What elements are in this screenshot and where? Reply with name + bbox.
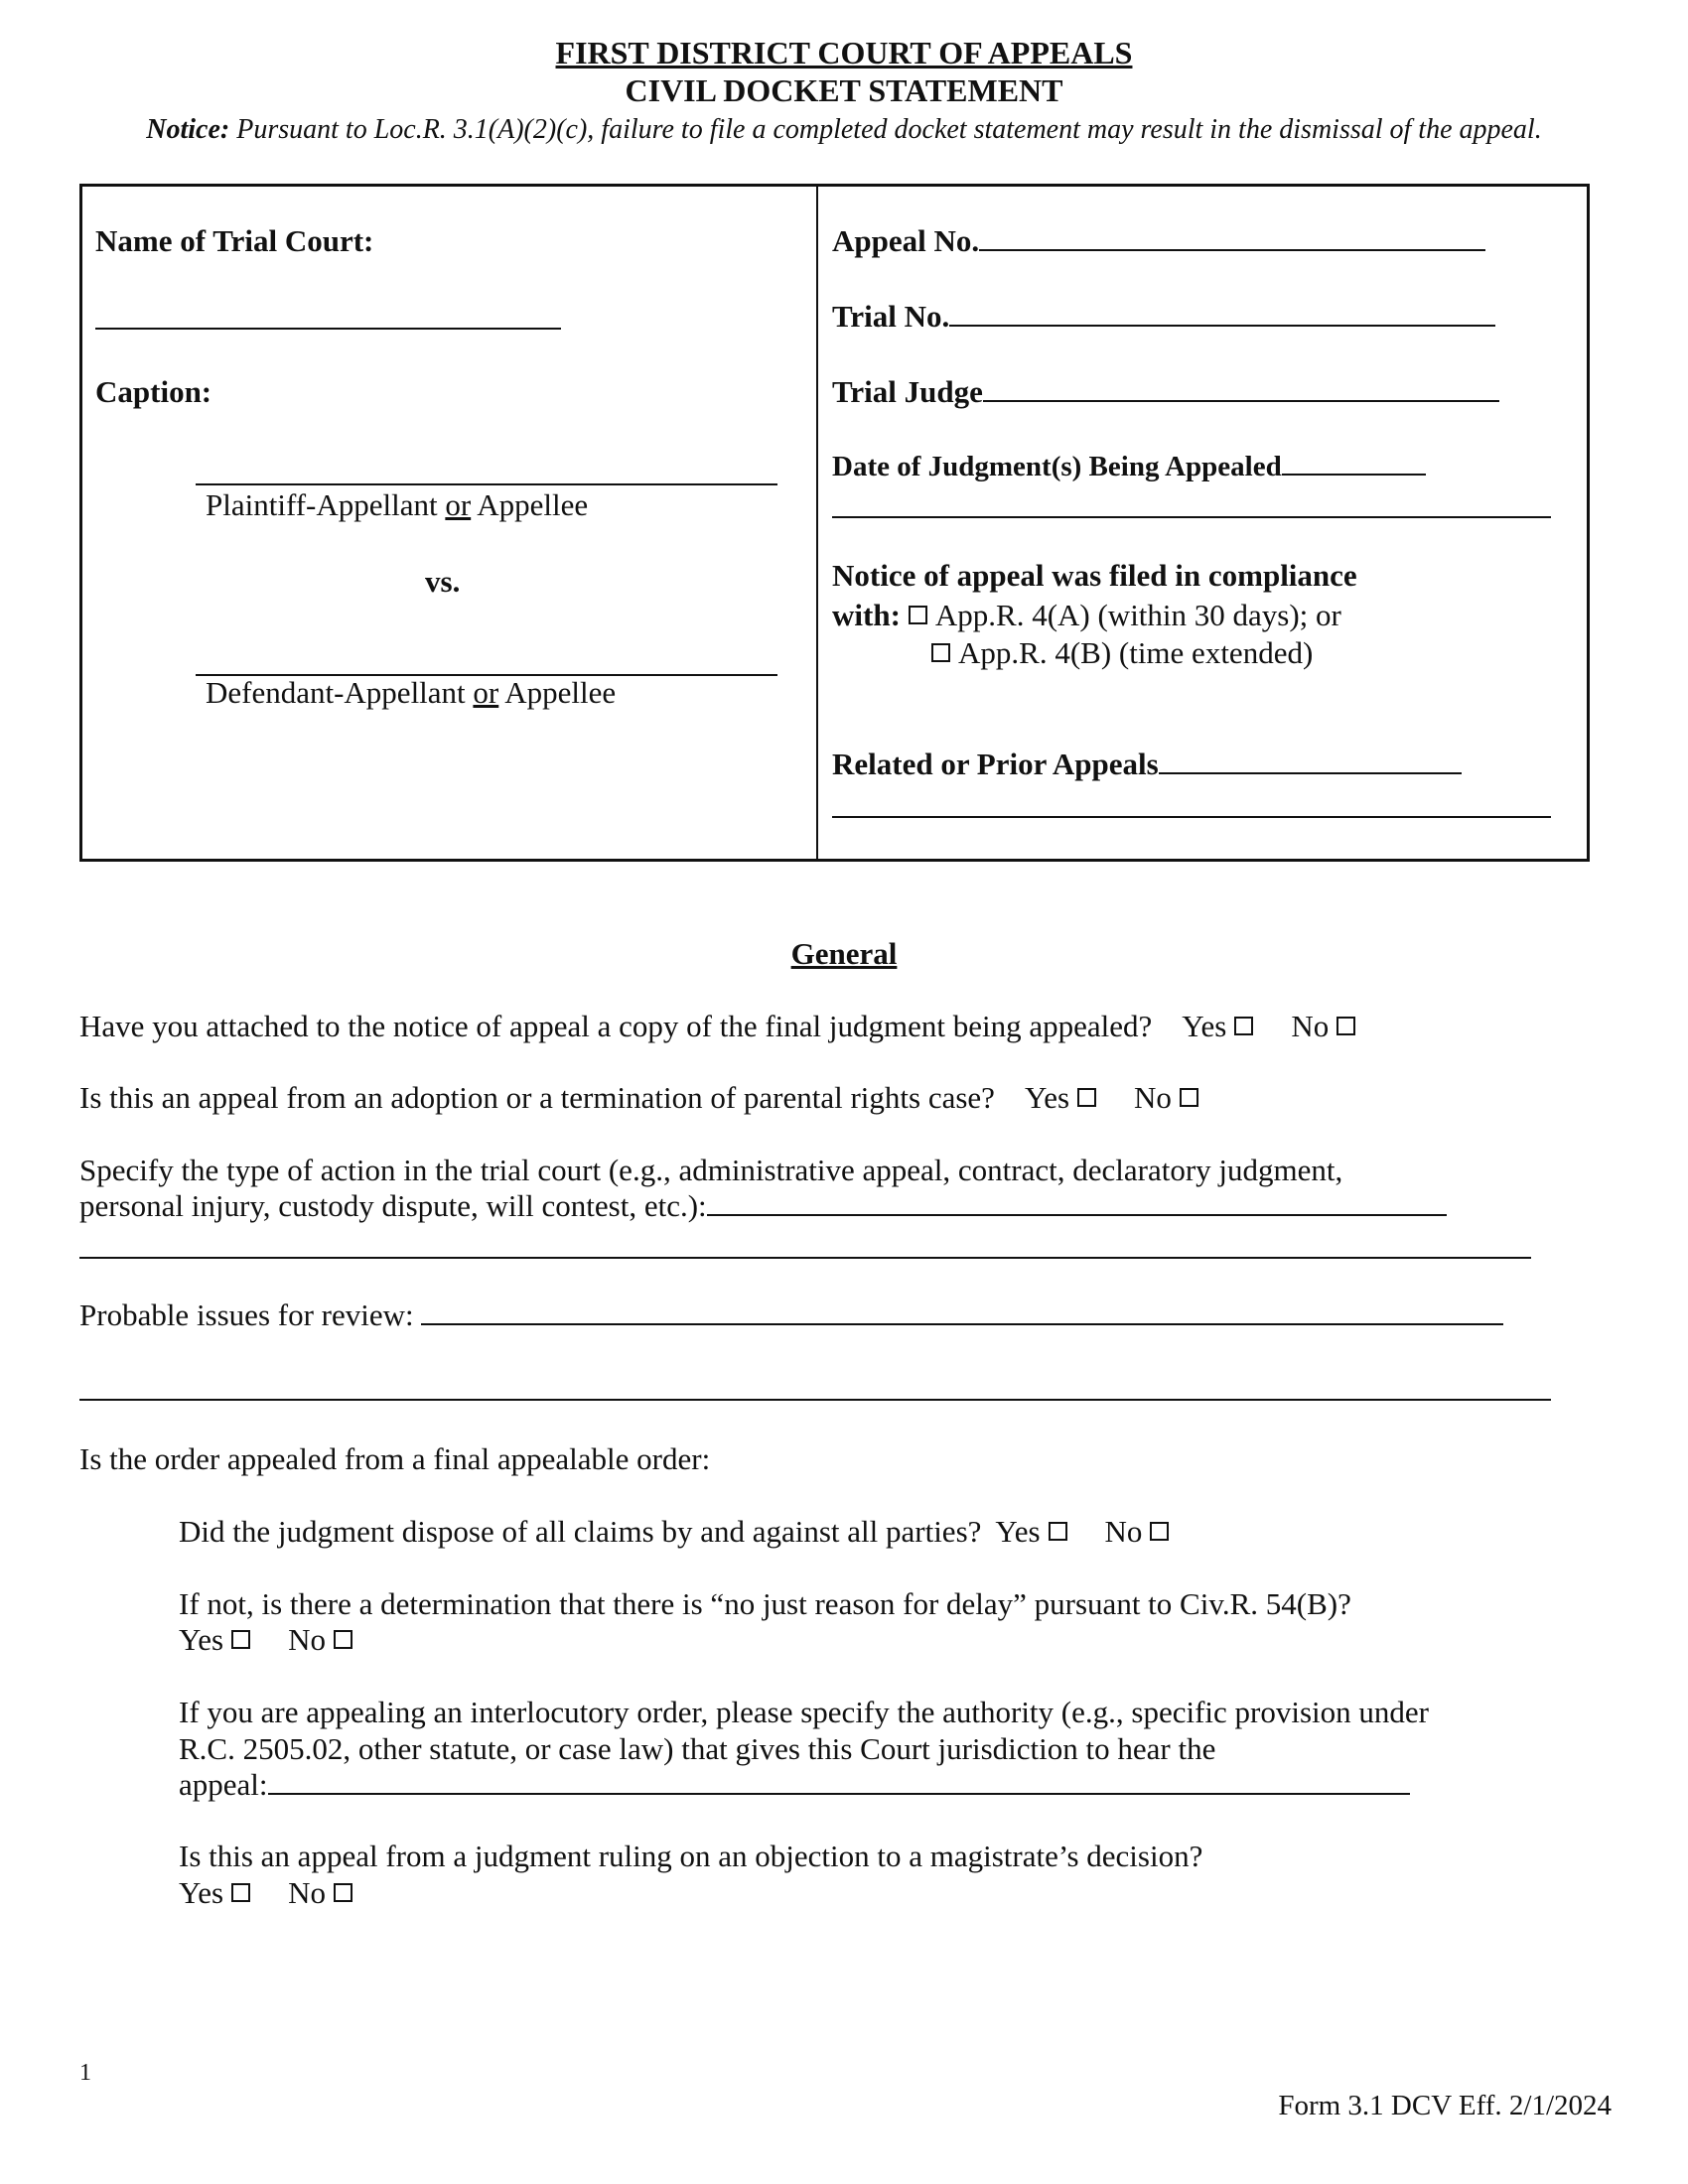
trial-judge-label: Trial Judge [832, 374, 983, 409]
q-no-just-reason-answers [179, 1620, 360, 1660]
trial-court-field[interactable] [95, 328, 561, 330]
no-checkbox[interactable] [334, 1883, 352, 1902]
trial-no-field[interactable] [949, 297, 1495, 327]
yes-label: Yes [179, 1875, 224, 1910]
or-text: or [445, 487, 472, 522]
q-magistrate-answers [179, 1873, 360, 1913]
date-judgment-label: Date of Judgment(s) Being Appealed [832, 451, 1282, 482]
no-label: No [1134, 1080, 1172, 1115]
general-heading: General [790, 936, 898, 971]
q-action-type-line2 [79, 1186, 1447, 1226]
form-title: FIRST DISTRICT COURT OF APPEALS [555, 35, 1133, 70]
q-adoption [79, 1078, 1206, 1118]
appellee-text: Appellee [498, 675, 617, 710]
question-text: Probable issues for review: [79, 1297, 422, 1332]
no-label: No [1291, 1009, 1330, 1043]
no-checkbox[interactable] [1150, 1522, 1169, 1541]
q-probable-issues [79, 1296, 1503, 1335]
q-final-order: Is the order appealed from a final appealable order: [79, 1441, 711, 1476]
yes-label: Yes [995, 1514, 1041, 1549]
q-attached-judgment [79, 1007, 1363, 1046]
q-no-just-reason: If not, is there a determination that there is “no just reason for delay” pursuant to Civ.R. 54(B)? [179, 1586, 1351, 1621]
defendant-label [206, 673, 616, 713]
q-interlocutory-line3 [179, 1765, 1410, 1805]
related-field[interactable] [1159, 745, 1462, 774]
related-row [832, 745, 1462, 784]
question-text: appeal: [179, 1767, 268, 1802]
related-label: Related or Prior Appeals [832, 747, 1159, 781]
no-checkbox[interactable] [334, 1630, 352, 1649]
form-subtitle: CIVIL DOCKET STATEMENT [625, 72, 1063, 108]
appeal-no-field[interactable] [979, 221, 1485, 251]
notice [0, 110, 1688, 150]
trial-no-row [832, 297, 1495, 337]
checkbox-app-r-4b[interactable] [931, 643, 950, 662]
with-label: with: [832, 598, 901, 632]
yes-label: Yes [179, 1622, 224, 1657]
yes-checkbox[interactable] [1049, 1522, 1067, 1541]
box-divider [816, 184, 818, 862]
no-checkbox[interactable] [1180, 1088, 1198, 1107]
option-4a [832, 596, 1341, 635]
option-4a-label: App.R. 4(A) (within 30 days); or [934, 598, 1341, 632]
page-number: 1 [79, 2060, 91, 2086]
vs-label: vs. [425, 564, 461, 599]
trial-no-label: Trial No. [832, 299, 950, 334]
date-judgment-field-2[interactable] [832, 516, 1551, 518]
yes-checkbox[interactable] [1077, 1088, 1096, 1107]
question-text: Have you attached to the notice of appeal a copy of the final judgment being appealed? [79, 1009, 1153, 1043]
or-text: or [473, 675, 499, 710]
yes-label: Yes [1182, 1009, 1227, 1043]
q-dispose-claims [179, 1512, 1177, 1552]
interlocutory-field[interactable] [268, 1765, 1410, 1795]
option-4b [923, 633, 1313, 673]
no-checkbox[interactable] [1336, 1017, 1355, 1035]
plaintiff-label [206, 485, 588, 525]
no-label: No [288, 1622, 326, 1657]
yes-checkbox[interactable] [1234, 1017, 1253, 1035]
caption-label: Caption: [95, 374, 212, 409]
defendant-text: Defendant-Appellant [206, 675, 474, 710]
action-type-field[interactable] [707, 1186, 1447, 1216]
question-text: personal injury, custody dispute, will contest, etc.): [79, 1188, 707, 1223]
action-type-field-2[interactable] [79, 1257, 1531, 1259]
trial-judge-row [832, 372, 1499, 412]
appeal-no-label: Appeal No. [832, 223, 980, 258]
date-judgment-row [832, 446, 1426, 486]
probable-issues-field[interactable] [421, 1296, 1503, 1325]
no-label: No [288, 1875, 326, 1910]
q-interlocutory-line1: If you are appealing an interlocutory order, please specify the authority (e.g., specific provision under [179, 1695, 1429, 1729]
related-field-2[interactable] [832, 816, 1551, 818]
date-judgment-field[interactable] [1282, 446, 1426, 476]
yes-checkbox[interactable] [231, 1883, 250, 1902]
yes-checkbox[interactable] [231, 1630, 250, 1649]
no-label: No [1104, 1514, 1143, 1549]
question-text: Is this an appeal from an adoption or a termination of parental rights case? [79, 1080, 995, 1115]
probable-issues-field-2[interactable] [79, 1399, 1551, 1401]
q-action-type-line1: Specify the type of action in the trial court (e.g., administrative appeal, contract, declaratory judgment, [79, 1153, 1343, 1187]
q-interlocutory-line2: R.C. 2505.02, other statute, or case law) that gives this Court jurisdiction to hear the [179, 1731, 1216, 1766]
form-id: Form 3.1 DCV Eff. 2/1/2024 [1278, 2090, 1612, 2121]
checkbox-app-r-4a[interactable] [909, 606, 927, 624]
notice-label: Notice: [146, 114, 230, 145]
q-magistrate: Is this an appeal from a judgment ruling on an objection to a magistrate’s decision? [179, 1839, 1203, 1873]
yes-label: Yes [1024, 1080, 1070, 1115]
trial-court-label: Name of Trial Court: [95, 223, 374, 258]
notice-compliance-label: Notice of appeal was filed in compliance [832, 558, 1357, 593]
appellee-text: Appellee [471, 487, 589, 522]
trial-judge-field[interactable] [983, 372, 1499, 402]
question-text: Did the judgment dispose of all claims by and against all parties? [179, 1514, 982, 1549]
plaintiff-text: Plaintiff-Appellant [206, 487, 446, 522]
notice-text: Pursuant to Loc.R. 3.1(A)(2)(c), failure to file a completed docket statement may result in the dismissal of the appeal. [229, 114, 1542, 145]
option-4b-label: App.R. 4(B) (time extended) [958, 635, 1314, 670]
appeal-no-row [832, 221, 1485, 261]
